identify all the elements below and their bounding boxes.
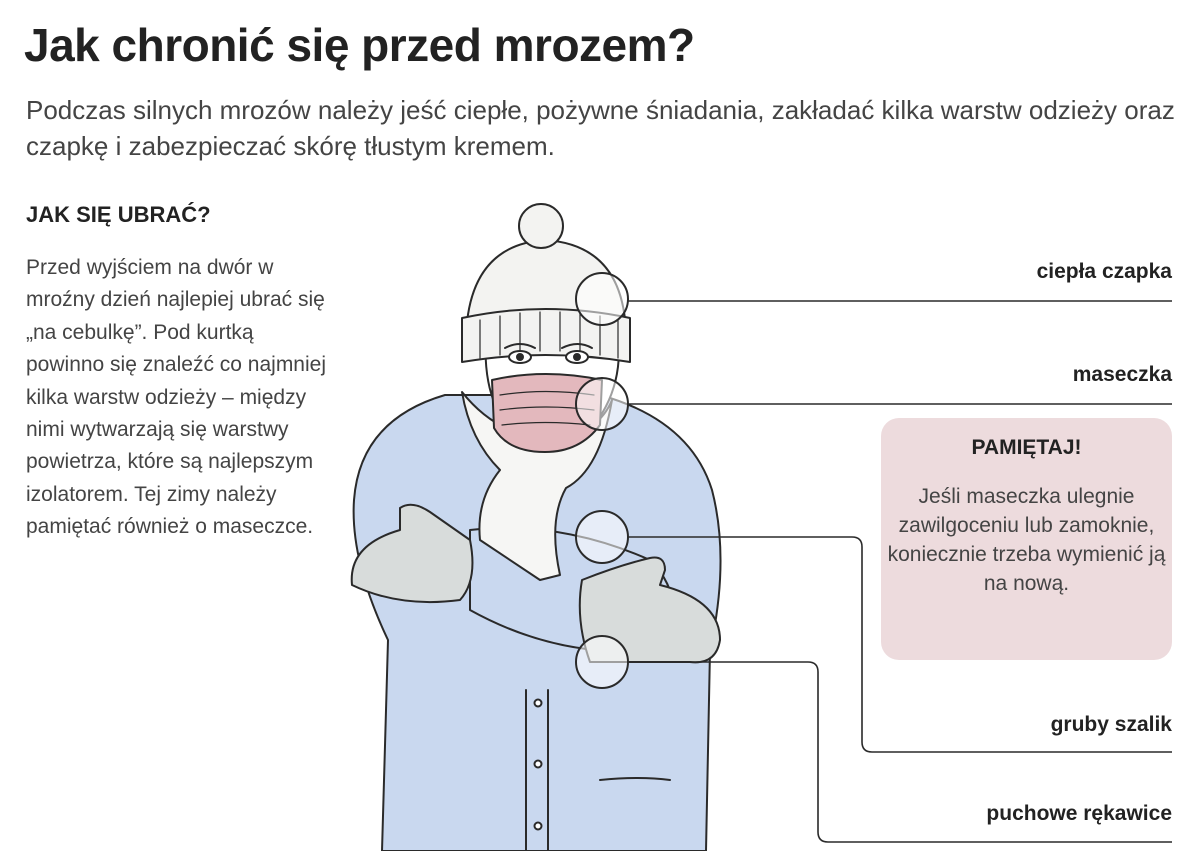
pompom [519, 204, 563, 248]
callout-cap-marker [576, 273, 628, 325]
callout-gloves-marker [576, 636, 628, 688]
label-scarf: gruby szalik [1050, 713, 1172, 736]
label-mask: maseczka [1072, 363, 1172, 386]
callout-scarf-marker [576, 511, 628, 563]
page-title: Jak chronić się przed mrozem? [24, 19, 695, 71]
label-cap: ciepła czapka [1036, 260, 1172, 283]
label-gloves: puchowe rękawice [986, 802, 1172, 825]
page-subtitle: Podczas silnych mrozów należy jeść ciepłe, pożywne śniadania, zakładać kilka warstw odzieży oraz czapkę i zabezpieczać skórę tłustym kremem. [26, 95, 1175, 161]
section-heading: JAK SIĘ UBRAĆ? [26, 202, 211, 227]
section-body-text: Przed wyjściem na dwór w mroźny dzień najlepiej ubrać się „na cebulkę”. Pod kurtką powinno się znaleźć co najmniej kilka warstw odzieży – między nimi wytwarzają się warstwy powietrza, które są najlepszym izolatorem. Tej zimy należy pamiętać również o maseczce. [26, 256, 326, 539]
reminder-title: PAMIĘTAJ! [971, 436, 1082, 459]
reminder-text: Jeśli maseczka ulegnie zawilgoceniu lub zamoknie, koniecznie trzeba wymienić ją na nową. [887, 485, 1166, 595]
callout-mask-marker [576, 378, 628, 430]
